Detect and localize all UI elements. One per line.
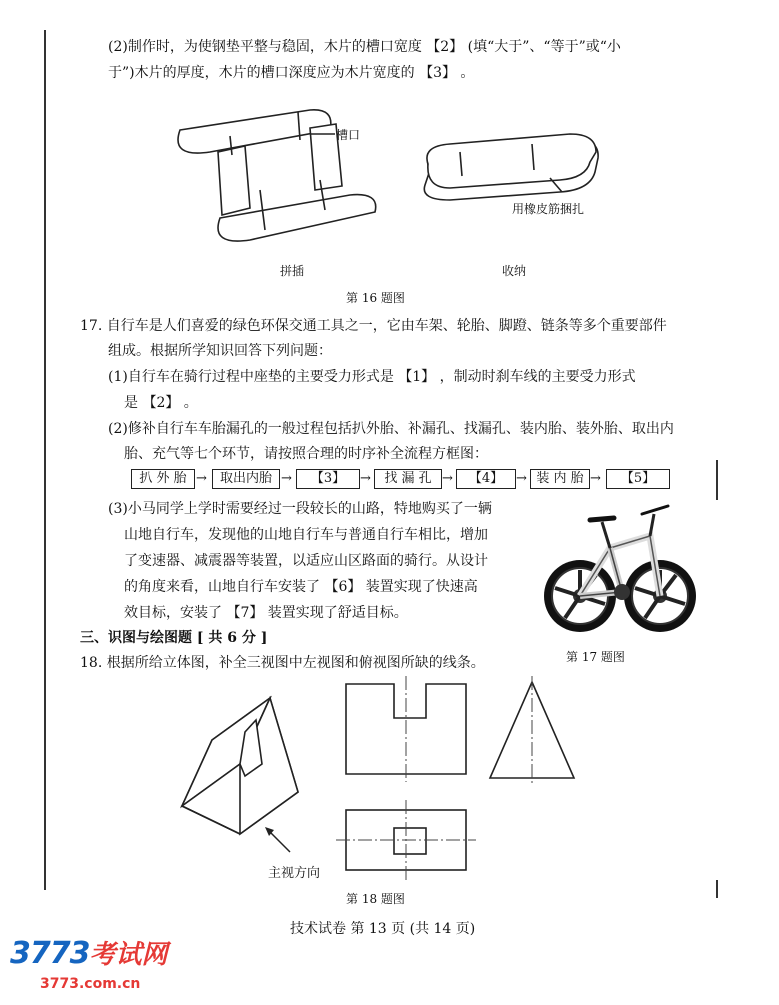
q16-part2-line2: 于”)木片的厚度，木片的槽口深度应为木片宽度的 【3】 。: [108, 65, 475, 81]
q17-part3-line5: 效目标，安装了 【7】 装置实现了舒适目标。: [124, 605, 408, 621]
q17-part3-line1: (3)小马同学上学时需要经过一段较长的山路，特地购买了一辆: [108, 501, 492, 517]
q17-part2-line2: 胎、充气等七个环节，请按照合理的时序补全流程方框图：: [124, 446, 488, 462]
left-margin-line: [44, 30, 46, 890]
q17-part3-line2: 山地自行车，发现他的山地自行车与普通自行车相比，增加: [124, 527, 488, 543]
flow-step-1: 扒 外 胎: [131, 469, 195, 489]
logo-number: 3773: [10, 936, 90, 971]
flow-arrow: →: [442, 471, 453, 486]
q17-part2-line1: (2)修补自行车车胎漏孔的一般过程包括扒外胎、补漏孔、找漏孔、装内胎、装外胎、取出内: [108, 421, 674, 437]
mountain-bike-image: [538, 496, 702, 644]
label-rubber-band: 用橡皮筋捆扎: [512, 202, 585, 216]
flow-step-2: 取出内胎: [212, 469, 280, 489]
figure-16-drawing: [150, 100, 630, 280]
label-view-direction: 主视方向: [268, 866, 321, 881]
figure-18-caption: 第 18 题图: [346, 892, 405, 906]
figure-18-drawing: [170, 676, 600, 886]
flow-arrow: →: [196, 471, 207, 486]
q18-question: 18. 根据所给立体图，补全三视图中左视图和俯视图所缺的线条。: [80, 655, 485, 671]
flow-arrow: →: [516, 471, 527, 486]
right-margin-mark: [716, 880, 718, 898]
top-view: [336, 800, 476, 880]
figure-16-caption: 第 16 题图: [346, 291, 405, 305]
flow-step-3-blank: 【3】: [296, 469, 360, 489]
label-slot: 槽口: [336, 128, 361, 142]
flow-step-7-blank: 【5】: [606, 469, 670, 489]
q17-part1-line1: (1)自行车在骑行过程中座垫的主要受力形式是 【1】 ，制动时刹车线的主要受力形式: [108, 369, 636, 385]
label-stored: 收纳: [502, 264, 527, 278]
figure-17-caption: 第 17 题图: [566, 650, 625, 664]
label-assembled: 拼插: [280, 264, 305, 278]
q17-part3-line3: 了变速器、减震器等装置，以适应山区路面的骑行。从设计: [124, 553, 488, 569]
flow-step-6: 装 内 胎: [530, 469, 590, 489]
flow-step-4: 找 漏 孔: [374, 469, 442, 489]
stored-stack: [424, 134, 598, 200]
isometric-solid: [182, 698, 298, 834]
front-view: [346, 676, 466, 782]
page-footer: 技术试卷 第 13 页 (共 14 页): [290, 921, 476, 937]
q17-part1-line2: 是 【2】 。: [124, 395, 198, 411]
q17-intro-line1: 17. 自行车是人们喜爱的绿色环保交通工具之一，它由车架、轮胎、脚蹬、链条等多个重要部件: [80, 318, 667, 334]
left-view: [490, 676, 574, 786]
flow-arrow: →: [590, 471, 601, 486]
right-margin-mark: [716, 460, 718, 500]
flow-arrow: →: [360, 471, 371, 486]
q17-intro-line2: 组成。根据所学知识回答下列问题：: [108, 343, 332, 359]
site-logo: [10, 934, 168, 971]
flow-step-5-blank: 【4】: [456, 469, 516, 489]
site-url: 3773.com.cn: [40, 976, 141, 992]
q17-part3-line4: 的角度来看，山地自行车安装了 【6】 装置实现了快速高: [124, 579, 478, 595]
flow-arrow: →: [281, 471, 292, 486]
section3-heading: 三、识图与绘图题 [ 共 6 分 ]: [80, 630, 268, 646]
q16-part2-line1: (2)制作时，为使钢垫平整与稳固，木片的槽口宽度 【2】 (填“大于”、“等于”或“小: [108, 39, 621, 55]
logo-chinese: 考试网: [89, 940, 168, 970]
